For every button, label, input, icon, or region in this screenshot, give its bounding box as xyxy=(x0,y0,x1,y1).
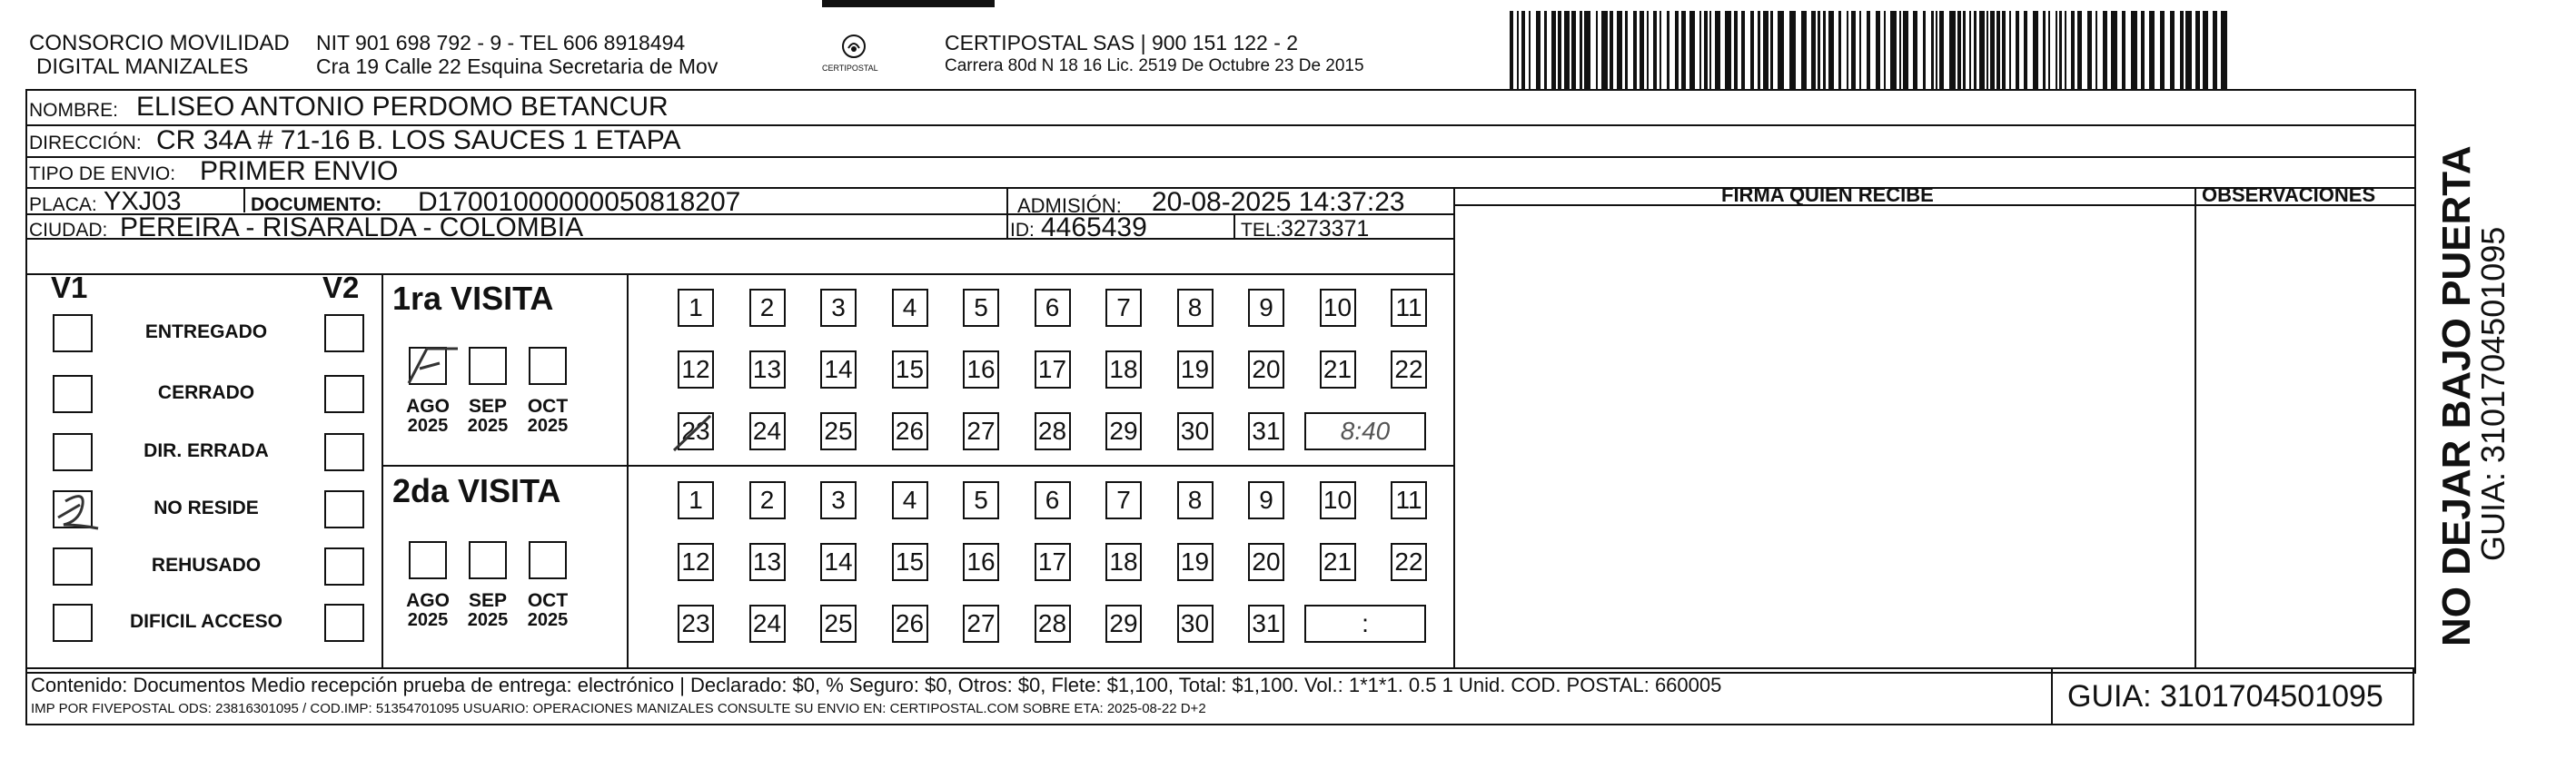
v1-checkbox[interactable] xyxy=(53,604,93,642)
day-box[interactable]: 4 xyxy=(892,481,928,519)
barcode-bar xyxy=(2160,11,2165,91)
barcode-bar xyxy=(1884,11,1886,91)
month-checkbox[interactable] xyxy=(529,541,567,579)
barcode-bar xyxy=(1633,11,1637,91)
barcode-bar xyxy=(1715,11,1720,91)
barcode-bar xyxy=(2016,11,2019,91)
barcode-bar xyxy=(1709,11,1711,91)
side-warning: NO DEJAR BAJO PUERTA xyxy=(2434,145,2479,646)
day-box[interactable]: 22 xyxy=(1391,350,1427,389)
status-label: NO RESIDE xyxy=(154,498,259,518)
barcode-bar xyxy=(1510,11,1513,91)
barcode-bar xyxy=(1903,11,1908,91)
firma-header: FIRMA QUIEN RECIBE xyxy=(1721,183,1934,206)
status-label: DIR. ERRADA xyxy=(144,440,269,461)
logo-text: CERTIPOSTAL xyxy=(822,64,878,73)
barcode-bar xyxy=(1949,11,1956,91)
v2-checkbox[interactable] xyxy=(324,314,364,352)
barcode-bar xyxy=(1859,11,1861,91)
day-box[interactable]: 20 xyxy=(1248,543,1284,581)
day-box[interactable]: 19 xyxy=(1177,543,1214,581)
barcode-bar xyxy=(1974,11,1977,91)
barcode-bar xyxy=(2131,11,2137,91)
barcode-bar xyxy=(2141,11,2145,91)
barcode-bar xyxy=(1640,11,1644,91)
time-box[interactable]: : xyxy=(1304,605,1426,643)
barcode-bar xyxy=(2071,11,2075,91)
day-box[interactable]: 20 xyxy=(1248,350,1284,389)
barcode-bar xyxy=(1699,11,1701,91)
barcode-bar xyxy=(2180,11,2184,91)
day-box[interactable]: 5 xyxy=(963,481,999,519)
barcode-bar xyxy=(1584,11,1590,91)
barcode-bar xyxy=(1647,11,1649,91)
footer-imp: IMP POR FIVEPOSTAL ODS: 23816301095 / COD.IMP: 51354701095 USUARIO: OPERACIONES MANIZALES CONSULTE SU ENVIO EN: CERTIPOSTAL.COM SOBRE ETA: 2025-08-22 D+2 xyxy=(31,701,1206,716)
day-box[interactable]: 7 xyxy=(1105,289,1142,327)
status-label: REHUSADO xyxy=(151,555,262,576)
day-box[interactable]: 7 xyxy=(1105,481,1142,519)
barcode-bar xyxy=(1923,11,1926,91)
barcode-bar xyxy=(1517,11,1519,91)
year-label: 2025 xyxy=(467,416,509,436)
day-box[interactable]: 5 xyxy=(963,289,999,327)
month-checkbox[interactable] xyxy=(409,541,447,579)
observaciones-header: OBSERVACIONES xyxy=(2202,183,2376,206)
day-box[interactable]: 8 xyxy=(1177,481,1214,519)
ciudad-label: CIUDAD: xyxy=(29,220,108,241)
barcode-bar xyxy=(2203,11,2208,91)
day-box[interactable]: 13 xyxy=(749,543,786,581)
certipostal-logo-icon xyxy=(840,33,867,60)
day-box[interactable]: 31 xyxy=(1248,412,1284,450)
barcode-bar xyxy=(2048,11,2050,91)
barcode-bar xyxy=(1571,11,1576,91)
documento-label: DOCUMENTO: xyxy=(251,194,382,215)
day-box[interactable]: 15 xyxy=(892,350,928,389)
barcode-bar xyxy=(1741,11,1745,91)
barcode xyxy=(1508,11,2234,94)
day-box[interactable]: 6 xyxy=(1035,481,1071,519)
v2-label: V2 xyxy=(322,271,360,304)
v1-checkbox[interactable] xyxy=(53,547,93,586)
tel-value: 3273371 xyxy=(1281,216,1370,242)
year-label: 2025 xyxy=(527,610,569,630)
day-box[interactable]: 23 xyxy=(678,605,714,643)
barcode-bar xyxy=(1675,11,1679,91)
day-box[interactable]: 8 xyxy=(1177,289,1214,327)
barcode-bar xyxy=(2213,11,2217,91)
barcode-bar xyxy=(2111,11,2117,91)
day-box[interactable]: 27 xyxy=(963,605,999,643)
day-box[interactable]: 11 xyxy=(1391,481,1427,519)
barcode-bar xyxy=(2065,11,2066,91)
barcode-bar xyxy=(1823,11,1826,91)
tel-label: TEL: xyxy=(1241,220,1282,241)
barcode-bar xyxy=(1770,11,1773,91)
courier-line1: CERTIPOSTAL SAS | 900 151 122 - 2 xyxy=(945,31,1299,54)
day-box[interactable]: 25 xyxy=(820,605,857,643)
v2-checkbox[interactable] xyxy=(324,547,364,586)
v1-checkbox[interactable] xyxy=(53,433,93,471)
id-label: ID: xyxy=(1010,220,1035,241)
side-guia: GUIA: 3101704501095 xyxy=(2474,226,2512,561)
v2-checkbox[interactable] xyxy=(324,604,364,642)
second-visit-title: 2da VISITA xyxy=(392,472,561,509)
company-name-line2: DIGITAL MANIZALES xyxy=(36,54,249,79)
day-box[interactable]: 11 xyxy=(1391,289,1427,327)
barcode-bar xyxy=(2195,11,2200,91)
day-box[interactable]: 2 xyxy=(749,289,786,327)
barcode-bar xyxy=(1847,11,1848,91)
day-box[interactable]: 29 xyxy=(1105,412,1142,450)
year-label: 2025 xyxy=(407,416,449,436)
day-box[interactable]: 21 xyxy=(1320,350,1356,389)
documento-value: D17001000000050818207 xyxy=(418,187,741,217)
barcode-bar xyxy=(1596,11,1598,91)
month-label: AGO xyxy=(406,396,450,417)
footer-contenido: Contenido: Documentos Medio recepción prueba de entrega: electrónico | Declarado: $0, % Seguro: $0, Otros: $0, Flete: $1,100, Total: $1,100. Vol.: 1*1*1. 0.5 1 Unid. COD. POSTAL: 660005 xyxy=(31,674,1722,696)
v2-checkbox[interactable] xyxy=(324,375,364,413)
barcode-bar xyxy=(2122,11,2125,91)
day-box[interactable]: 17 xyxy=(1035,543,1071,581)
barcode-bar xyxy=(2185,11,2192,91)
month-checkbox[interactable] xyxy=(469,541,507,579)
barcode-bar xyxy=(1617,11,1622,91)
nombre-label: NOMBRE: xyxy=(29,100,119,121)
barcode-bar xyxy=(2043,11,2046,91)
day-box[interactable]: 3 xyxy=(820,289,857,327)
direccion-label: DIRECCIÓN: xyxy=(29,133,142,153)
day-box[interactable]: 27 xyxy=(963,412,999,450)
barcode-bar xyxy=(1969,11,1971,91)
month-label: SEP xyxy=(468,396,508,417)
day-box[interactable]: 30 xyxy=(1177,605,1214,643)
day-box[interactable]: 9 xyxy=(1248,289,1284,327)
barcode-bar xyxy=(1689,11,1695,91)
month-checkbox[interactable] xyxy=(469,347,507,385)
month-label: OCT xyxy=(527,396,569,417)
barcode-bar xyxy=(1851,11,1856,91)
barcode-bar xyxy=(1913,11,1917,91)
day-box[interactable]: 16 xyxy=(963,350,999,389)
status-label: CERRADO xyxy=(157,382,255,403)
placa-value: YXJ03 xyxy=(104,187,182,216)
barcode-bar xyxy=(1601,11,1608,91)
barcode-bar xyxy=(1558,11,1561,91)
barcode-bar xyxy=(1979,11,1985,91)
day-box[interactable]: 18 xyxy=(1105,543,1142,581)
day-box[interactable]: 26 xyxy=(892,412,928,450)
day-box[interactable]: 26 xyxy=(892,605,928,643)
direccion-value: CR 34A # 71-16 B. LOS SAUCES 1 ETAPA xyxy=(156,125,681,155)
courier-line2: Carrera 80d N 18 16 Lic. 2519 De Octubre 23 De 2015 xyxy=(945,56,1364,75)
barcode-bar xyxy=(1704,11,1708,91)
barcode-bar xyxy=(1551,11,1556,91)
day-box[interactable]: 17 xyxy=(1035,350,1071,389)
barcode-bar xyxy=(1931,11,1934,91)
barcode-bar xyxy=(1936,11,1937,91)
nit-line1: NIT 901 698 792 - 9 - TEL 606 8918494 xyxy=(316,31,686,54)
time-box[interactable]: 8:40 xyxy=(1304,412,1426,450)
company-name-line1: CONSORCIO MOVILIDAD xyxy=(29,31,290,55)
day-box[interactable]: 23 xyxy=(678,412,714,450)
barcode-bar xyxy=(1818,11,1820,91)
barcode-bar xyxy=(2170,11,2175,91)
admision-value: 20-08-2025 14:37:23 xyxy=(1152,187,1405,217)
day-box[interactable]: 22 xyxy=(1391,543,1427,581)
barcode-bar xyxy=(2024,11,2027,91)
ciudad-value: PEREIRA - RISARALDA - COLOMBIA xyxy=(120,212,584,242)
day-box[interactable]: 28 xyxy=(1035,605,1071,643)
barcode-bar xyxy=(2002,11,2006,91)
month-checkbox[interactable] xyxy=(529,347,567,385)
barcode-bar xyxy=(2103,11,2107,91)
handwritten-check-no-reside xyxy=(53,488,107,534)
day-box[interactable]: 1 xyxy=(678,481,714,519)
footer-guia: GUIA: 3101704501095 xyxy=(2067,679,2383,714)
v2-checkbox[interactable] xyxy=(324,433,364,471)
barcode-bar xyxy=(2221,11,2227,91)
id-value: 4465439 xyxy=(1041,212,1147,242)
barcode-bar xyxy=(1725,11,1731,91)
barcode-bar xyxy=(1536,11,1541,91)
day-box[interactable]: 15 xyxy=(892,543,928,581)
day-box[interactable]: 10 xyxy=(1320,289,1356,327)
day-box[interactable]: 31 xyxy=(1248,605,1284,643)
barcode-bar xyxy=(1789,11,1796,91)
nombre-value: ELISEO ANTONIO PERDOMO BETANCUR xyxy=(136,92,669,122)
barcode-bar xyxy=(1544,11,1547,91)
barcode-bar xyxy=(2149,11,2155,91)
day-box[interactable]: 24 xyxy=(749,605,786,643)
barcode-bar xyxy=(1990,11,1995,91)
barcode-bar xyxy=(1580,11,1582,91)
barcode-bar xyxy=(1564,11,1570,91)
day-box[interactable]: 2 xyxy=(749,481,786,519)
barcode-bar xyxy=(1867,11,1870,91)
barcode-bar xyxy=(1734,11,1738,91)
month-label: SEP xyxy=(468,590,508,611)
barcode-bar xyxy=(2033,11,2038,91)
barcode-bar xyxy=(1750,11,1754,91)
barcode-bar xyxy=(1996,11,2000,91)
tipo-envio-label: TIPO DE ENVIO: xyxy=(29,163,176,184)
v2-checkbox[interactable] xyxy=(324,490,364,528)
day-box[interactable]: 6 xyxy=(1035,289,1071,327)
barcode-bar xyxy=(1939,11,1944,91)
day-box[interactable]: 12 xyxy=(678,543,714,581)
barcode-bar xyxy=(1963,11,1966,91)
status-label: ENTREGADO xyxy=(144,321,268,342)
barcode-bar xyxy=(1876,11,1880,91)
barcode-bar xyxy=(1986,11,1988,91)
first-visit-title: 1ra VISITA xyxy=(392,280,554,317)
barcode-bar xyxy=(1801,11,1807,91)
day-box[interactable]: 14 xyxy=(820,543,857,581)
nit-line2: Cra 19 Calle 22 Esquina Secretaria de Mov xyxy=(316,54,718,78)
barcode-bar xyxy=(1811,11,1816,91)
day-box[interactable]: 30 xyxy=(1177,412,1214,450)
barcode-bar xyxy=(1625,11,1628,91)
day-box[interactable]: 25 xyxy=(820,412,857,450)
barcode-bar xyxy=(1521,11,1525,91)
v1-checkbox[interactable] xyxy=(53,314,93,352)
barcode-bar xyxy=(1653,11,1657,91)
barcode-bar xyxy=(2077,11,2082,91)
year-label: 2025 xyxy=(407,610,449,630)
barcode-bar xyxy=(2095,11,2097,91)
day-box[interactable]: 10 xyxy=(1320,481,1356,519)
admision-label: ADMISIÓN: xyxy=(1017,194,1122,217)
barcode-bar xyxy=(1660,11,1661,91)
day-box[interactable]: 14 xyxy=(820,350,857,389)
day-box[interactable]: 9 xyxy=(1248,481,1284,519)
barcode-bar xyxy=(2056,11,2057,91)
day-box[interactable]: 28 xyxy=(1035,412,1071,450)
handwritten-check-day-23 xyxy=(670,410,716,456)
barcode-bar xyxy=(1778,11,1784,91)
day-box[interactable]: 29 xyxy=(1105,605,1142,643)
top-edge-mark xyxy=(822,0,995,7)
day-box[interactable]: 18 xyxy=(1105,350,1142,389)
day-box[interactable]: 3 xyxy=(820,481,857,519)
barcode-bar xyxy=(1758,11,1760,91)
barcode-bar xyxy=(1667,11,1669,91)
barcode-bar xyxy=(1763,11,1769,91)
barcode-bar xyxy=(1890,11,1897,91)
barcode-bar xyxy=(1828,11,1834,91)
handwritten-check-aug xyxy=(403,343,467,389)
barcode-bar xyxy=(1957,11,1961,91)
day-box[interactable]: 4 xyxy=(892,289,928,327)
barcode-bar xyxy=(1899,11,1901,91)
barcode-bar xyxy=(1838,11,1841,91)
tipo-envio-value: PRIMER ENVIO xyxy=(200,156,399,186)
day-box[interactable]: 12 xyxy=(678,350,714,389)
day-box[interactable]: 1 xyxy=(678,289,714,327)
barcode-bar xyxy=(1529,11,1531,91)
month-label: OCT xyxy=(527,590,569,611)
v1-label: V1 xyxy=(51,271,88,304)
month-label: AGO xyxy=(406,590,450,611)
placa-label: PLACA: xyxy=(29,194,97,215)
year-label: 2025 xyxy=(527,416,569,436)
day-box[interactable]: 21 xyxy=(1320,543,1356,581)
year-label: 2025 xyxy=(467,610,509,630)
barcode-bar xyxy=(1610,11,1613,91)
barcode-bar xyxy=(2059,11,2062,91)
barcode-bar xyxy=(1681,11,1686,91)
v1-checkbox[interactable] xyxy=(53,375,93,413)
status-label: DIFICIL ACCESO xyxy=(129,611,282,632)
day-box[interactable]: 13 xyxy=(749,350,786,389)
barcode-bar xyxy=(2009,11,2011,91)
day-box[interactable]: 19 xyxy=(1177,350,1214,389)
barcode-bar xyxy=(2087,11,2092,91)
day-box[interactable]: 16 xyxy=(963,543,999,581)
day-box[interactable]: 24 xyxy=(749,412,786,450)
